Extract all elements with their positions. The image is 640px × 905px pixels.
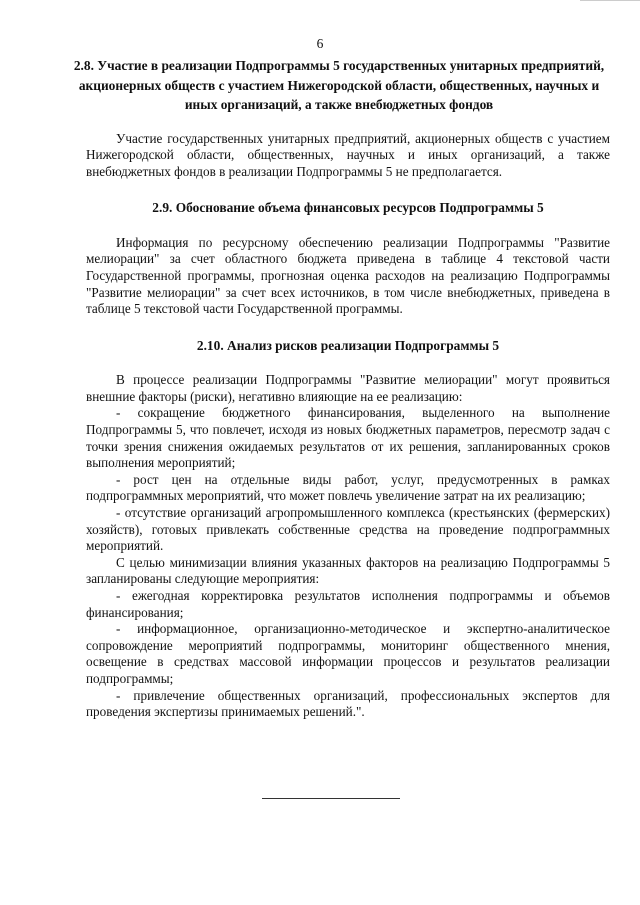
section-2-10-heading: 2.10. Анализ рисков реализации Подпрограммы 5 <box>196 337 500 353</box>
measure-item-correction: - ежегодная корректировка результатов исполнения подпрограммы и объемов финансирования; <box>86 587 610 620</box>
risks-intro-paragraph: В процессе реализации Подпрограммы "Развитие мелиорации" могут проявиться внешние факторы (риски), негативно влияющие на ее реализацию: <box>86 372 610 404</box>
scan-edge-line <box>580 0 640 3</box>
section-2-8-heading: 2.8. Участие в реализации Подпрограммы 5 государственных унитарных предприятий, акционерных обществ с участием Нижегородской области, общественных, научных и иных организаций, а также внебюджетных фондов <box>73 58 605 112</box>
risk-item-organizations: - отсутствие организаций агропромышленного комплекса (крестьянских (фермерских) хозяйств), готовых привлекать собственные средства на проведение подпрограммных мероприятий. <box>86 505 610 554</box>
document-body <box>73 56 610 721</box>
section-2-8-paragraph: Участие государственных унитарных предприятий, акционерных обществ с участием Нижегородской области, общественных, научных и иных организаций, а также внебюджетных фондов в реализации Подпрограммы 5 не предполагается. <box>86 130 610 179</box>
risk-item-budget: - сокращение бюджетного финансирования, выделенного на выполнение Подпрограммы 5, что повлечет, исходя из новых бюджетных параметров, пересмотр задач с точки зрения снижения ожидаемых результатов от их решения, запланированных сроков выполнения мероприятий; <box>86 405 610 471</box>
measures-intro-paragraph: С целью минимизации влияния указанных факторов на реализацию Подпрограммы 5 запланированы следующие мероприятия: <box>86 554 610 587</box>
measure-item-experts: - привлечение общественных организаций, профессиональных экспертов для проведения экспертизы принимаемых решений.". <box>86 687 610 720</box>
risk-item-prices: - рост цен на отдельные виды работ, услуг, предусмотренных в рамках подпрограммных мероприятий, что может повлечь увеличение затрат на их реализацию; <box>86 471 610 504</box>
section-2-9-paragraph: Информация по ресурсному обеспечению реализации Подпрограммы "Развитие мелиорации" за счет областного бюджета приведена в таблице 4 текстовой части Государственной программы, прогнозная оценка расходов на реализацию Подпрограммы "Развитие мелиорации" за счет всех источников, в том числе внебюджетных, приведена в таблице 5 текстовой части Государственной программы. <box>86 234 610 317</box>
page-number: 6 <box>316 36 324 51</box>
end-separator-line <box>262 798 400 799</box>
measure-item-support: - информационное, организационно-методическое и экспертно-аналитическое сопровождение мероприятий подпрограммы, мониторинг общественного мнения, освещение в средствах массовой информации процессов и результатов реализации подпрограммы; <box>86 621 610 686</box>
section-2-9-heading: 2.9. Обоснование объема финансовых ресурсов Подпрограммы 5 <box>152 200 544 216</box>
